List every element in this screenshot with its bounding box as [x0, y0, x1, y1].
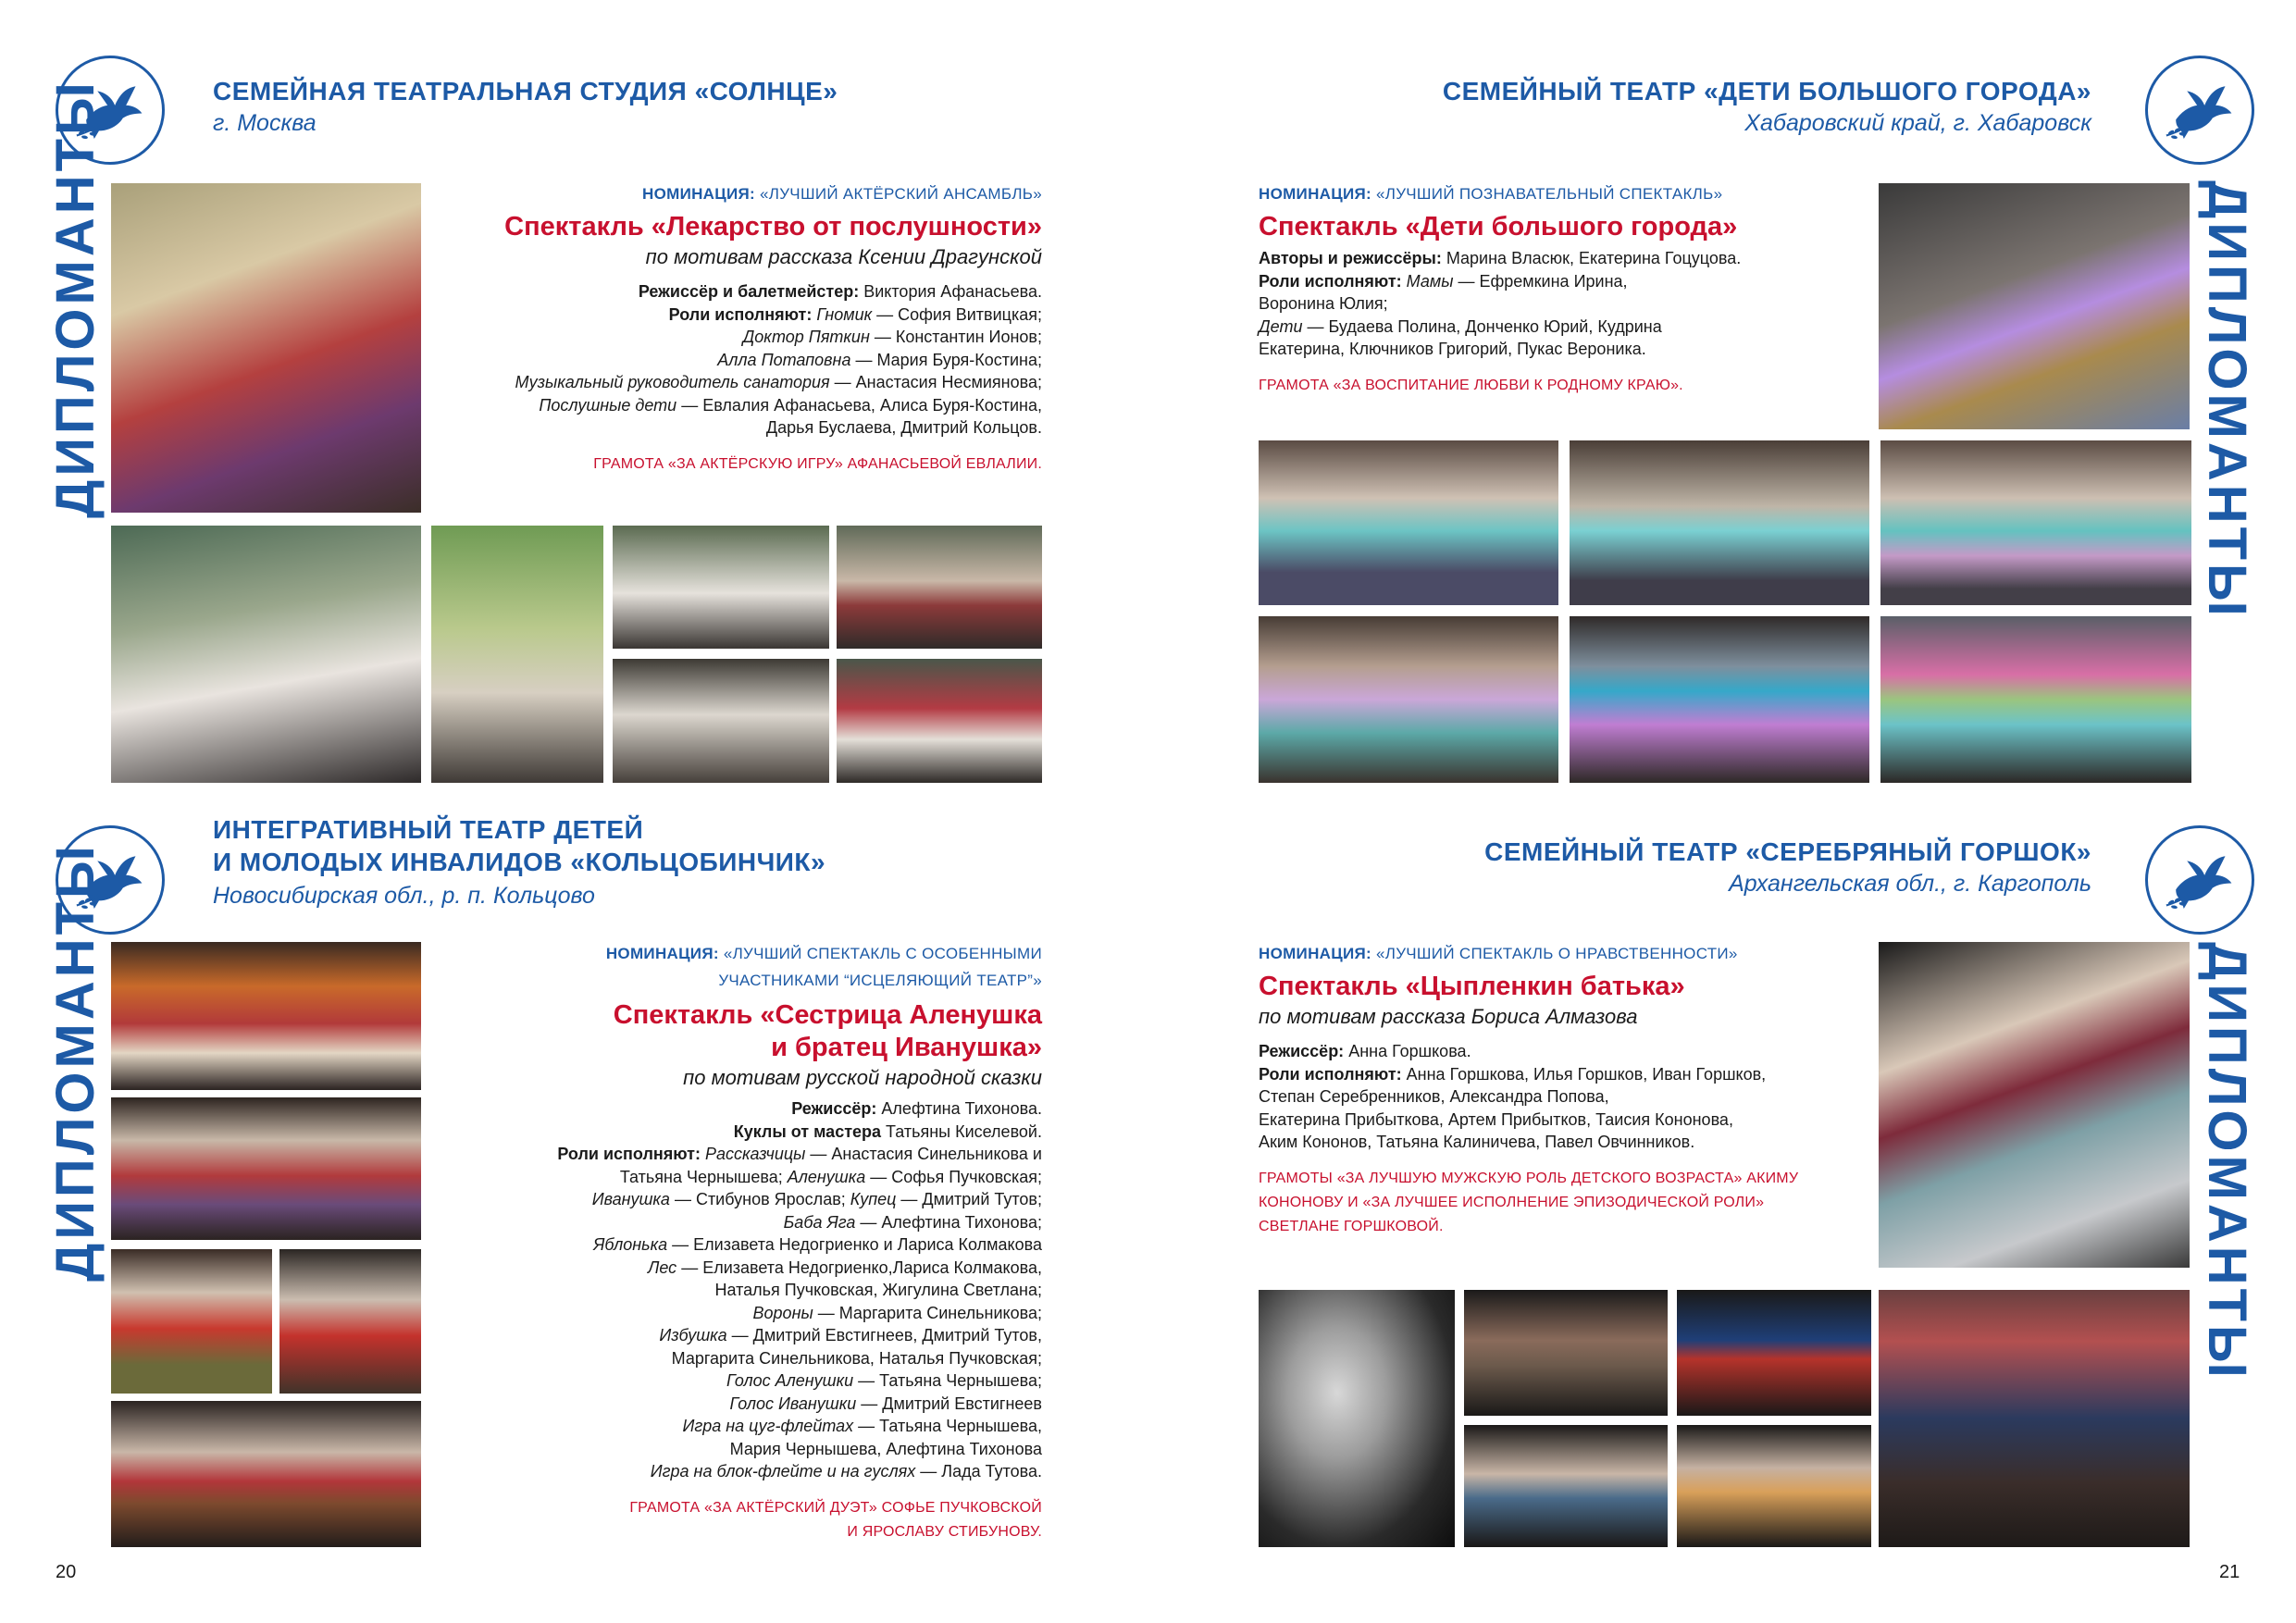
- credit-label: Куклы от мастера: [733, 1121, 882, 1141]
- role-actor: — Будаева Полина, Донченко Юрий, Кудрина: [1302, 316, 1662, 336]
- role-actor: Екатерина Прибыткова, Артем Прибытков, Таисия Кононова,: [1259, 1109, 1733, 1129]
- role-actor: — Софья Пучковская;: [865, 1167, 1042, 1186]
- theatre-city-moscow: г. Москва: [213, 110, 316, 136]
- nomination-value: «ЛУЧШИЙ СПЕКТАКЛЬ О НРАВСТВЕННОСТИ»: [1375, 945, 1738, 962]
- photo-skazka-3: [111, 1249, 272, 1394]
- role-name: Алла Потаповна: [717, 350, 851, 369]
- award-text-3: СВЕТЛАНЕ ГОРШКОВОЙ.: [1259, 1218, 1444, 1234]
- role-actor: Дарья Буслаева, Дмитрий Кольцов.: [765, 418, 1042, 437]
- page-number-right: 21: [2219, 1562, 2240, 1582]
- credit-label: Роли исполняют:: [1259, 271, 1402, 291]
- role-name: Доктор Пяткин: [742, 328, 870, 346]
- credit-label: Роли исполняют:: [1259, 1064, 1402, 1084]
- role-actor: Степан Серебренников, Александра Попова,: [1259, 1087, 1609, 1106]
- role-name: Мамы: [1406, 271, 1454, 291]
- photo-gnome-scene: [111, 183, 421, 513]
- role-name: Лес: [648, 1258, 677, 1277]
- theatre-title-solntse: СЕМЕЙНАЯ ТЕАТРАЛЬНАЯ СТУДИЯ «СОЛНЦЕ»: [213, 77, 838, 105]
- role-name: Гномик: [816, 304, 873, 324]
- theatre-title-koltsobinchik-1: ИНТЕГРАТИВНЫЙ ТЕАТР ДЕТЕЙ: [213, 815, 644, 844]
- festival-logo: [2145, 56, 2254, 165]
- play-title: Спектакль «Дети большого города»: [1259, 212, 1738, 242]
- award-text-2: И ЯРОСЛАВУ СТИБУНОВУ.: [847, 1523, 1042, 1540]
- credits: [444, 1097, 1042, 1483]
- photo-skazka-1: [111, 942, 421, 1090]
- nomination-label: НОМИНАЦИЯ:: [1259, 945, 1371, 962]
- role-actor: Екатерина, Ключников Григорий, Пукас Вероника.: [1259, 340, 1646, 358]
- nomination-label: НОМИНАЦИЯ:: [605, 945, 719, 962]
- theatre-title-gorshok: СЕМЕЙНЫЙ ТЕАТР «СЕРЕБРЯНЫЙ ГОРШОК»: [1484, 837, 2091, 866]
- nomination-line: [1259, 180, 1851, 207]
- nomination-label: НОМИНАЦИЯ:: [1259, 185, 1371, 203]
- credit-value: Татьяны Киселевой.: [886, 1121, 1042, 1141]
- credit-label: Роли исполняют:: [668, 304, 813, 324]
- photo-children-1: [111, 526, 421, 783]
- play-basis: по мотивам рассказа Ксении Драгунской: [645, 245, 1042, 268]
- role-actor: — Евлалия Афанасьева, Алиса Буря-Костина,: [676, 395, 1042, 415]
- dove-with-branch-icon: [2160, 70, 2240, 150]
- nomination-line: [1259, 940, 1869, 967]
- award-text: ГРАМОТА «ЗА АКТЁРСКУЮ ИГРУ» АФАНАСЬЕВОЙ ЕВЛАЛИИ.: [593, 455, 1042, 472]
- photo-gorshok-ensemble: [1879, 1290, 2190, 1547]
- side-label-diplomants: ДИПЛОМАНТЫ: [45, 842, 105, 1282]
- role-actor: — Константин Ионов;: [869, 328, 1042, 346]
- photo-children-4: [613, 659, 829, 783]
- nomination-value: «ЛУЧШИЙ ПОЗНАВАТЕЛЬНЫЙ СПЕКТАКЛЬ»: [1375, 185, 1723, 203]
- role-actor: Воронина Юлия;: [1259, 294, 1388, 313]
- nomination-line-2: УЧАСТНИКАМИ “ИСЦЕЛЯЮЩИЙ ТЕАТР”»: [718, 972, 1042, 989]
- photo-children-3: [613, 526, 829, 649]
- award-text-1: ГРАМОТА «ЗА АКТЁРСКИЙ ДУЭТ» СОФЬЕ ПУЧКОВСКОЙ: [629, 1499, 1042, 1516]
- role-actor: — Ефремкина Ирина,: [1453, 271, 1628, 291]
- credit-value: Марина Власюк, Екатерина Гоцуцова.: [1446, 249, 1742, 267]
- role-name: Голос Иванушки: [729, 1394, 857, 1413]
- role-actor: — Дмитрий Евстигнеев, Дмитрий Тутов,: [726, 1326, 1042, 1344]
- credit-value: Анна Горшкова.: [1348, 1042, 1471, 1060]
- nomination-line: [444, 940, 1042, 967]
- role-actor: — София Витвицкая;: [872, 304, 1042, 324]
- credit-label: Режиссёр и балетмейстер:: [638, 282, 860, 301]
- play-title-2: и братец Иванушка»: [771, 1033, 1042, 1062]
- role-actor: — Дмитрий Евстигнеев: [856, 1394, 1042, 1413]
- role-actor: Аким Кононов, Татьяна Калиничева, Павел Овчинников.: [1259, 1133, 1695, 1151]
- credit-label: Режиссёр:: [791, 1099, 877, 1118]
- bl-text-block: [444, 940, 1042, 1544]
- role-name: Купец: [850, 1190, 897, 1208]
- festival-logo: [2145, 825, 2254, 935]
- photo-children-2: [431, 526, 603, 783]
- photo-deti-4: [1259, 616, 1558, 783]
- nomination-value: «ЛУЧШИЙ АКТЁРСКИЙ АНСАМБЛЬ»: [760, 185, 1042, 203]
- photo-gorshok-2: [1464, 1425, 1668, 1547]
- photo-deti-3: [1880, 440, 2191, 605]
- role-actor: Анна Горшкова, Илья Горшков, Иван Горшков,: [1406, 1064, 1767, 1084]
- role-name: Баба Яга: [783, 1212, 856, 1232]
- dove-with-branch-icon: [2160, 840, 2240, 920]
- side-label-diplomants: ДИПЛОМАНТЫ: [45, 79, 105, 518]
- photo-shadow-play: [1259, 1290, 1455, 1547]
- role-name: Дети: [1259, 316, 1303, 336]
- credit-value: Алефтина Тихонова.: [881, 1099, 1042, 1118]
- nomination-line: [444, 180, 1042, 207]
- tl-text-block: [444, 180, 1042, 477]
- award-text: ГРАМОТА «ЗА ВОСПИТАНИЕ ЛЮБВИ К РОДНОМУ КРАЮ».: [1259, 377, 1683, 393]
- role-actor: — Дмитрий Тутов;: [896, 1190, 1042, 1208]
- role-actor: — Анастасия Синельникова и: [805, 1145, 1042, 1163]
- nomination-value: «ЛУЧШИЙ СПЕКТАКЛЬ С ОСОБЕННЫМИ: [723, 945, 1042, 962]
- role-name: Игра на цуг-флейтах: [682, 1417, 854, 1435]
- role-actor: — Алефтина Тихонова;: [855, 1212, 1042, 1232]
- photo-deti-1: [1259, 440, 1558, 605]
- play-title: Спектакль «Цыпленкин батька»: [1259, 972, 1685, 1001]
- play-title: Спектакль «Лекарство от послушности»: [504, 212, 1042, 242]
- photo-children-5: [837, 526, 1042, 649]
- role-name: Аленушка: [787, 1167, 866, 1186]
- photo-gorshok-1: [1464, 1290, 1668, 1416]
- photo-skazka-2: [111, 1097, 421, 1240]
- theatre-title-deti: СЕМЕЙНЫЙ ТЕАТР «ДЕТИ БОЛЬШОГО ГОРОДА»: [1442, 77, 2091, 105]
- play-title-1: Спектакль «Сестрица Аленушка: [613, 1000, 1042, 1030]
- credit-label: Авторы и режиссёры:: [1259, 249, 1442, 267]
- photo-skazka-4: [279, 1249, 421, 1394]
- role-name: Рассказчицы: [705, 1145, 806, 1163]
- role-actor: — Лада Тутова.: [915, 1462, 1042, 1481]
- photo-gorshok-3: [1677, 1290, 1871, 1416]
- role-actor: — Анастасия Несмиянова;: [829, 373, 1042, 391]
- credit-value: Виктория Афанасьева.: [863, 282, 1042, 301]
- photo-skazka-5: [111, 1401, 421, 1547]
- photo-guitar-singer: [1879, 183, 2190, 429]
- photo-gorshok-4: [1677, 1425, 1871, 1547]
- award-text-1: ГРАМОТЫ «ЗА ЛУЧШУЮ МУЖСКУЮ РОЛЬ ДЕТСКОГО ВОЗРАСТА» АКИМУ: [1259, 1170, 1799, 1186]
- role-actor: Мария Чернышева, Алефтина Тихонова: [729, 1439, 1042, 1458]
- photo-deti-6: [1880, 616, 2191, 783]
- role-actor: — Стибунов Ярослав;: [669, 1190, 846, 1208]
- role-actor: Маргарита Синельникова, Наталья Пучковская;: [671, 1348, 1042, 1368]
- theatre-city-kargopol: Архангельская обл., г. Каргополь: [1729, 871, 2091, 897]
- page-number-left: 20: [56, 1562, 77, 1582]
- play-basis: по мотивам русской народной сказки: [683, 1066, 1042, 1089]
- role-name: Иванушка: [591, 1190, 670, 1208]
- theatre-city-koltsovo: Новосибирская обл., р. п. Кольцово: [213, 883, 595, 909]
- role-name: Голос Аленушки: [726, 1371, 854, 1390]
- nomination-label: НОМИНАЦИЯ:: [642, 185, 755, 203]
- theatre-title-koltsobinchik-2: И МОЛОДЫХ ИНВАЛИДОВ «КОЛЬЦОБИНЧИК»: [213, 848, 826, 876]
- role-actor: — Татьяна Чернышева,: [853, 1417, 1042, 1435]
- credits: [1259, 1040, 1869, 1154]
- side-label-diplomants: ДИПЛОМАНТЫ: [2197, 942, 2257, 1381]
- role-name: Послушные дети: [539, 395, 677, 415]
- award-text-2: КОНОНОВУ И «ЗА ЛУЧШЕЕ ИСПОЛНЕНИЕ ЭПИЗОДИЧЕСКОЙ РОЛИ»: [1259, 1194, 1765, 1210]
- role-actor: — Татьяна Чернышева;: [853, 1371, 1042, 1390]
- role-actor: — Маргарита Синельникова;: [813, 1303, 1042, 1322]
- role-actor: — Елизавета Недогриенко и Лариса Колмакова: [667, 1235, 1042, 1254]
- photo-deti-5: [1570, 616, 1869, 783]
- credit-label: Роли исполняют:: [557, 1145, 701, 1163]
- photo-deti-2: [1570, 440, 1869, 605]
- role-name: Избушка: [659, 1326, 727, 1344]
- role-actor: Татьяна Чернышева;: [619, 1167, 783, 1186]
- credits: [444, 280, 1042, 440]
- role-name: Яблонька: [593, 1235, 668, 1254]
- role-name: Игра на блок-флейте и на гуслях: [650, 1462, 916, 1481]
- play-basis: по мотивам рассказа Бориса Алмазова: [1259, 1005, 1638, 1028]
- photo-children-6: [837, 659, 1042, 783]
- role-name: Вороны: [752, 1303, 813, 1322]
- theatre-city-khabarovsk: Хабаровский край, г. Хабаровск: [1744, 110, 2091, 136]
- tr-text-block: [1259, 180, 1851, 398]
- credit-label: Режиссёр:: [1259, 1042, 1345, 1060]
- role-actor: Наталья Пучковская, Жигулина Светлана;: [714, 1281, 1042, 1299]
- credits: [1259, 247, 1851, 361]
- role-name: Музыкальный руководитель санатория: [515, 373, 830, 391]
- side-label-diplomants: ДИПЛОМАНТЫ: [2197, 180, 2257, 620]
- photo-grandmother-child: [1879, 942, 2190, 1268]
- br-text-block: [1259, 940, 1869, 1239]
- role-actor: — Елизавета Недогриенко,Лариса Колмакова,: [676, 1258, 1042, 1277]
- role-actor: — Мария Буря-Костина;: [850, 350, 1042, 369]
